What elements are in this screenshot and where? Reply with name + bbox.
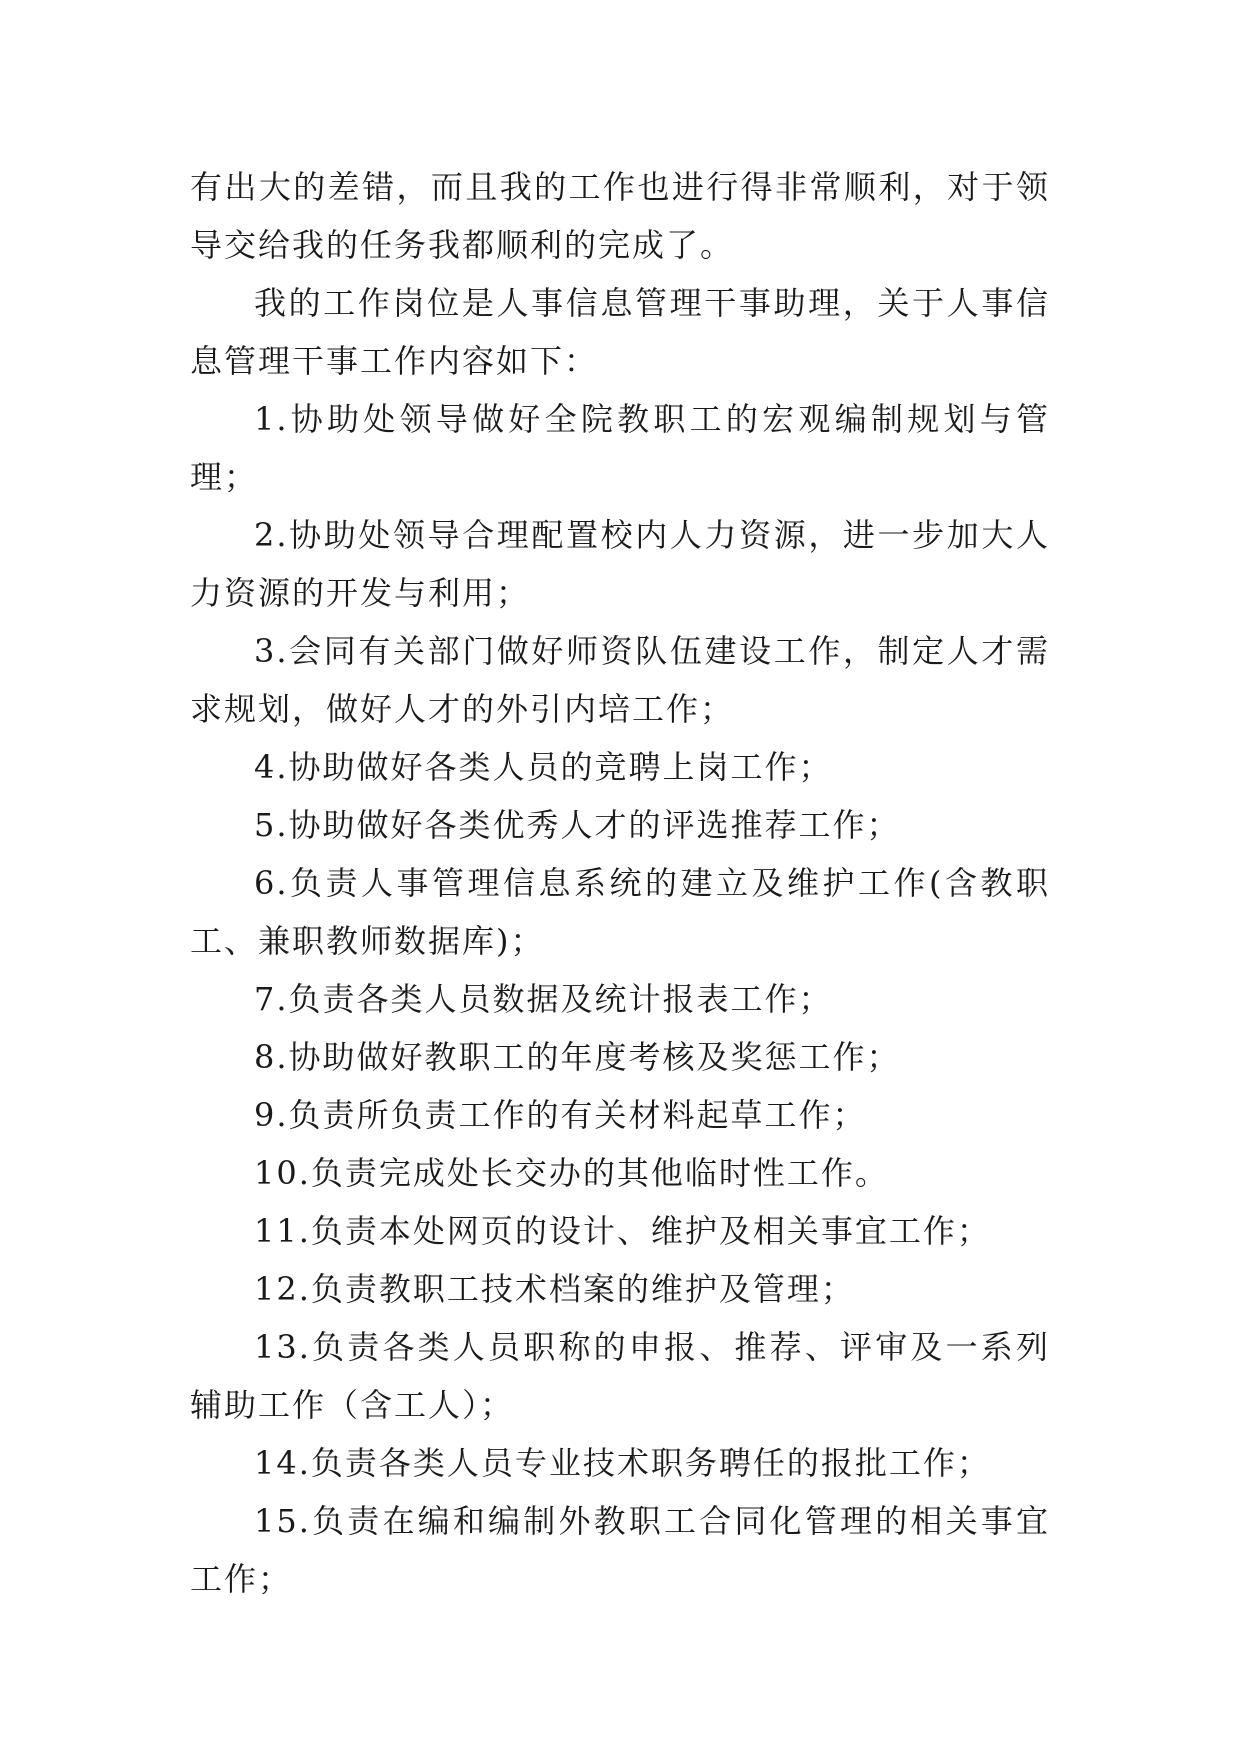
list-item: 4.协助做好各类人员的竞聘上岗工作； [254, 748, 833, 786]
list-item: 1.协助处领导做好全院教职工的宏观编制规划与管理； [190, 400, 1050, 496]
list-item: 13.负责各类人员职称的申报、推荐、评审及一系列辅助工作（含工人）； [190, 1328, 1050, 1424]
list-item: 6.负责人事管理信息系统的建立及维护工作(含教职工、兼职教师数据库)； [190, 864, 1050, 960]
list-item: 5.协助做好各类优秀人才的评选推荐工作； [254, 806, 901, 844]
list-item: 12.负责教职工技术档案的维护及管理； [254, 1270, 855, 1308]
list-item: 8.协助做好教职工的年度考核及奖惩工作； [254, 1038, 901, 1076]
document-body [190, 158, 1050, 1608]
list-item: 15.负责在编和编制外教职工合同化管理的相关事宜工作； [190, 1502, 1050, 1598]
list-item: 9.负责所负责工作的有关材料起草工作； [254, 1096, 867, 1134]
paragraph-continuation: 有出大的差错，而且我的工作也进行得非常顺利，对于领导交给我的任务我都顺利的完成了。 [190, 168, 1050, 264]
list-item: 2.协助处领导合理配置校内人力资源，进一步加大人力资源的开发与利用； [190, 516, 1050, 612]
list-item: 11.负责本处网页的设计、维护及相关事宜工作； [254, 1212, 991, 1250]
list-item: 14.负责各类人员专业技术职务聘任的报批工作； [254, 1444, 991, 1482]
list-item: 7.负责各类人员数据及统计报表工作； [254, 980, 833, 1018]
list-item: 3.会同有关部门做好师资队伍建设工作，制定人才需求规划，做好人才的外引内培工作； [190, 632, 1050, 728]
paragraph-intro: 我的工作岗位是人事信息管理干事助理，关于人事信息管理干事工作内容如下： [190, 284, 1050, 380]
list-item: 10.负责完成处长交办的其他临时性工作。 [254, 1154, 889, 1192]
